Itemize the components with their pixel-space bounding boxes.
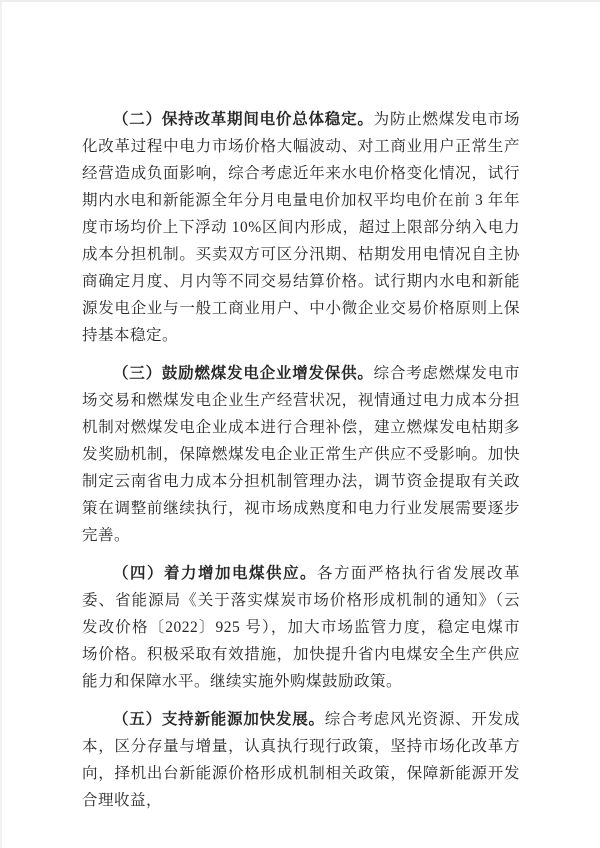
paragraph-section-5-heading: （五）支持新能源加快发展。 [113,711,325,728]
paragraph-section-4 [82,560,520,695]
paragraph-section-2 [82,106,520,349]
paragraph-section-3-heading: （三）鼓励燃煤发电企业增发保供。 [113,365,374,382]
paragraph-section-2-body: 为防止燃煤发电市场化改革过程中电力市场价格大幅波动、对工商业用户正常生产经营造成负面影响，综合考虑近年来水电价格变化情况，试行期内水电和新能源全年分月电量电价加权平均电价在前 3 年年度市场均价上下浮动 10%区间内形成，超过上限部分纳入电力成本分担机制。买卖双方可区分汛期、枯期发用电情况自主协商确定月度、月内等不同交易结算价格。试行期内水电和新能源发电企业与一般工商业用户、中小微企业交易价格原则上保持基本稳定。 [82,111,520,344]
paragraph-section-3 [82,360,520,549]
paragraph-section-5-body: 综合考虑风光资源、开发成本，区分存量与增量，认真执行现行政策，坚持市场化改革方向，择机出台新能源价格形成机制相关政策，保障新能源开发合理收益， [82,711,520,809]
paragraph-section-3-body: 综合考虑燃煤发电市场交易和燃煤发电企业生产经营状况，视情通过电力成本分担机制对燃煤发电企业成本进行合理补偿，建立燃煤发电枯期多发奖励机制，保障燃煤发电企业正常生产供应不受影响。加快制定云南省电力成本分担机制管理办法，调节资金提取有关政策在调整前继续执行，视市场成熟度和电力行业发展需要逐步完善。 [82,365,520,544]
document-text-block [82,106,520,814]
paragraph-section-2-heading: （二）保持改革期间电价总体稳定。 [113,111,374,128]
paragraph-section-5 [82,706,520,814]
paragraph-section-4-heading: （四）着力增加电煤供应。 [113,565,317,582]
paragraph-section-4-body: 各方面严格执行省发展改革委、省能源局《关于落实煤炭市场价格形成机制的通知》（云发改价格〔2022〕925 号），加大市场监管力度，稳定电煤市场价格。积极采取有效措施，加快提升省内电煤安全生产供应能力和保障水平。继续实施外购煤鼓励政策。 [82,565,520,690]
